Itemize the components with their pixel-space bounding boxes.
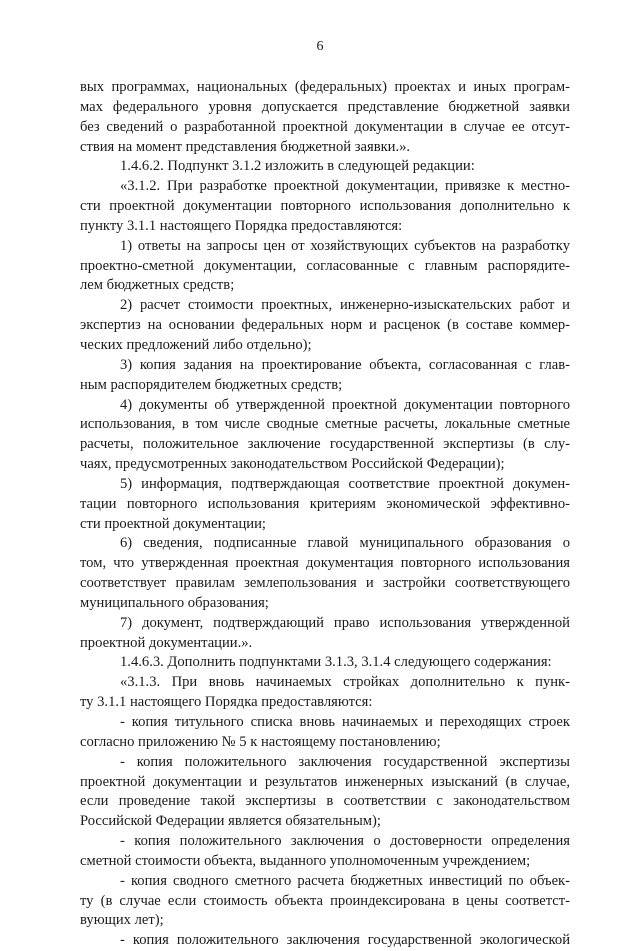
text-line: тации повторного использования критериям экономической эффективно- <box>80 495 570 512</box>
text-line: - копия положительного заключения государственной экологической <box>120 932 570 949</box>
text-line: 1) ответы на запросы цен от хозяйствующих субъектов на разработку <box>120 237 570 254</box>
text-line: - копия положительного заключения о достоверности определения <box>120 833 570 850</box>
text-line: сметной стоимости объекта, выданного уполномоченным учреждением; <box>80 852 531 869</box>
text-line: ческих предложений либо отдельно); <box>80 336 312 353</box>
text-line: 5) информация, подтверждающая соответствие проектной докумен- <box>120 475 570 492</box>
text-line: - копия титульного списка вновь начинаемых и переходящих строек <box>120 714 570 730</box>
text-line: пункту 3.1.1 настоящего Порядка предоставляются: <box>80 217 403 234</box>
text-line: расчеты, положительное заключение государственной экспертизы (в слу- <box>80 436 570 453</box>
text-line: - копия положительного заключения государственной экспертизы <box>120 753 570 770</box>
text-line: экспертиз на основании федеральных норм и расценок (в составе коммер- <box>80 317 570 334</box>
document-body <box>80 78 570 951</box>
text-line: использования, в том числе сводные сметные расчеты, локальные сметные <box>80 416 570 433</box>
text-line: 4) документы об утвержденной проектной документации повторного <box>120 396 570 413</box>
text-line: «3.1.3. При вновь начинаемых стройках дополнительно к пунк- <box>120 674 570 691</box>
text-line: ту 3.1.1 настоящего Порядка предоставляются: <box>80 694 373 711</box>
text-line: 3) копия задания на проектирование объекта, согласованная с глав- <box>120 356 570 373</box>
text-line: сти проектной документации повторного использования дополнительно к <box>80 198 570 215</box>
text-line: «3.1.2. При разработке проектной документации, привязке к местно- <box>120 178 570 195</box>
page-number: 6 <box>316 39 324 54</box>
text-line: вующих лет); <box>80 912 164 929</box>
text-line: лем бюджетных средств; <box>80 277 235 294</box>
text-line: муниципального образования; <box>80 594 269 611</box>
text-line: согласно приложению № 5 к настоящему постановлению; <box>80 733 441 750</box>
text-line: ту (в случае если стоимость объекта проиндексирована в цены соответст- <box>80 892 570 909</box>
text-line: - копия сводного сметного расчета бюджетных инвестиций по объек- <box>120 872 570 889</box>
text-line: Российской Федерации является обязательным); <box>80 813 381 830</box>
text-line: мах федерального уровня допускается представление бюджетной заявки <box>80 98 570 115</box>
text-line: проектно-сметной документации, согласованные с главным распорядите- <box>80 257 570 274</box>
text-line: чаях, предусмотренных законодательством Российской Федерации); <box>80 456 505 473</box>
text-line: проектной документации и результатов инженерных изысканий (в случае, <box>80 773 570 790</box>
text-line: если проведение такой экспертизы в соответствии с законодательством <box>80 793 570 810</box>
text-line: вых программах, национальных (федеральных) проектах и иных програм- <box>80 79 570 95</box>
text-line: 6) сведения, подписанные главой муниципального образования о <box>120 535 570 552</box>
text-line: ным распорядителем бюджетных средств; <box>80 376 343 393</box>
text-line: 1.4.6.3. Дополнить подпунктами 3.1.3, 3.1.4 следующего содержания: <box>120 654 552 671</box>
text-line: 1.4.6.2. Подпункт 3.1.2 изложить в следующей редакции: <box>120 158 475 175</box>
text-line: том, что утвержденная проектная документация повторного использования <box>80 555 570 572</box>
text-line: соответствует правилам землепользования и застройки соответствующего <box>80 575 570 592</box>
text-line: 7) документ, подтверждающий право использования утвержденной <box>120 614 570 631</box>
text-line: 2) расчет стоимости проектных, инженерно-изыскательских работ и <box>120 297 570 314</box>
text-line: ствия на момент представления бюджетной заявки.». <box>80 138 411 155</box>
text-line: сти проектной документации; <box>80 515 266 532</box>
text-line: без сведений о разработанной проектной документации в случае ее отсут- <box>80 118 570 135</box>
text-line: проектной документации.». <box>80 634 253 651</box>
